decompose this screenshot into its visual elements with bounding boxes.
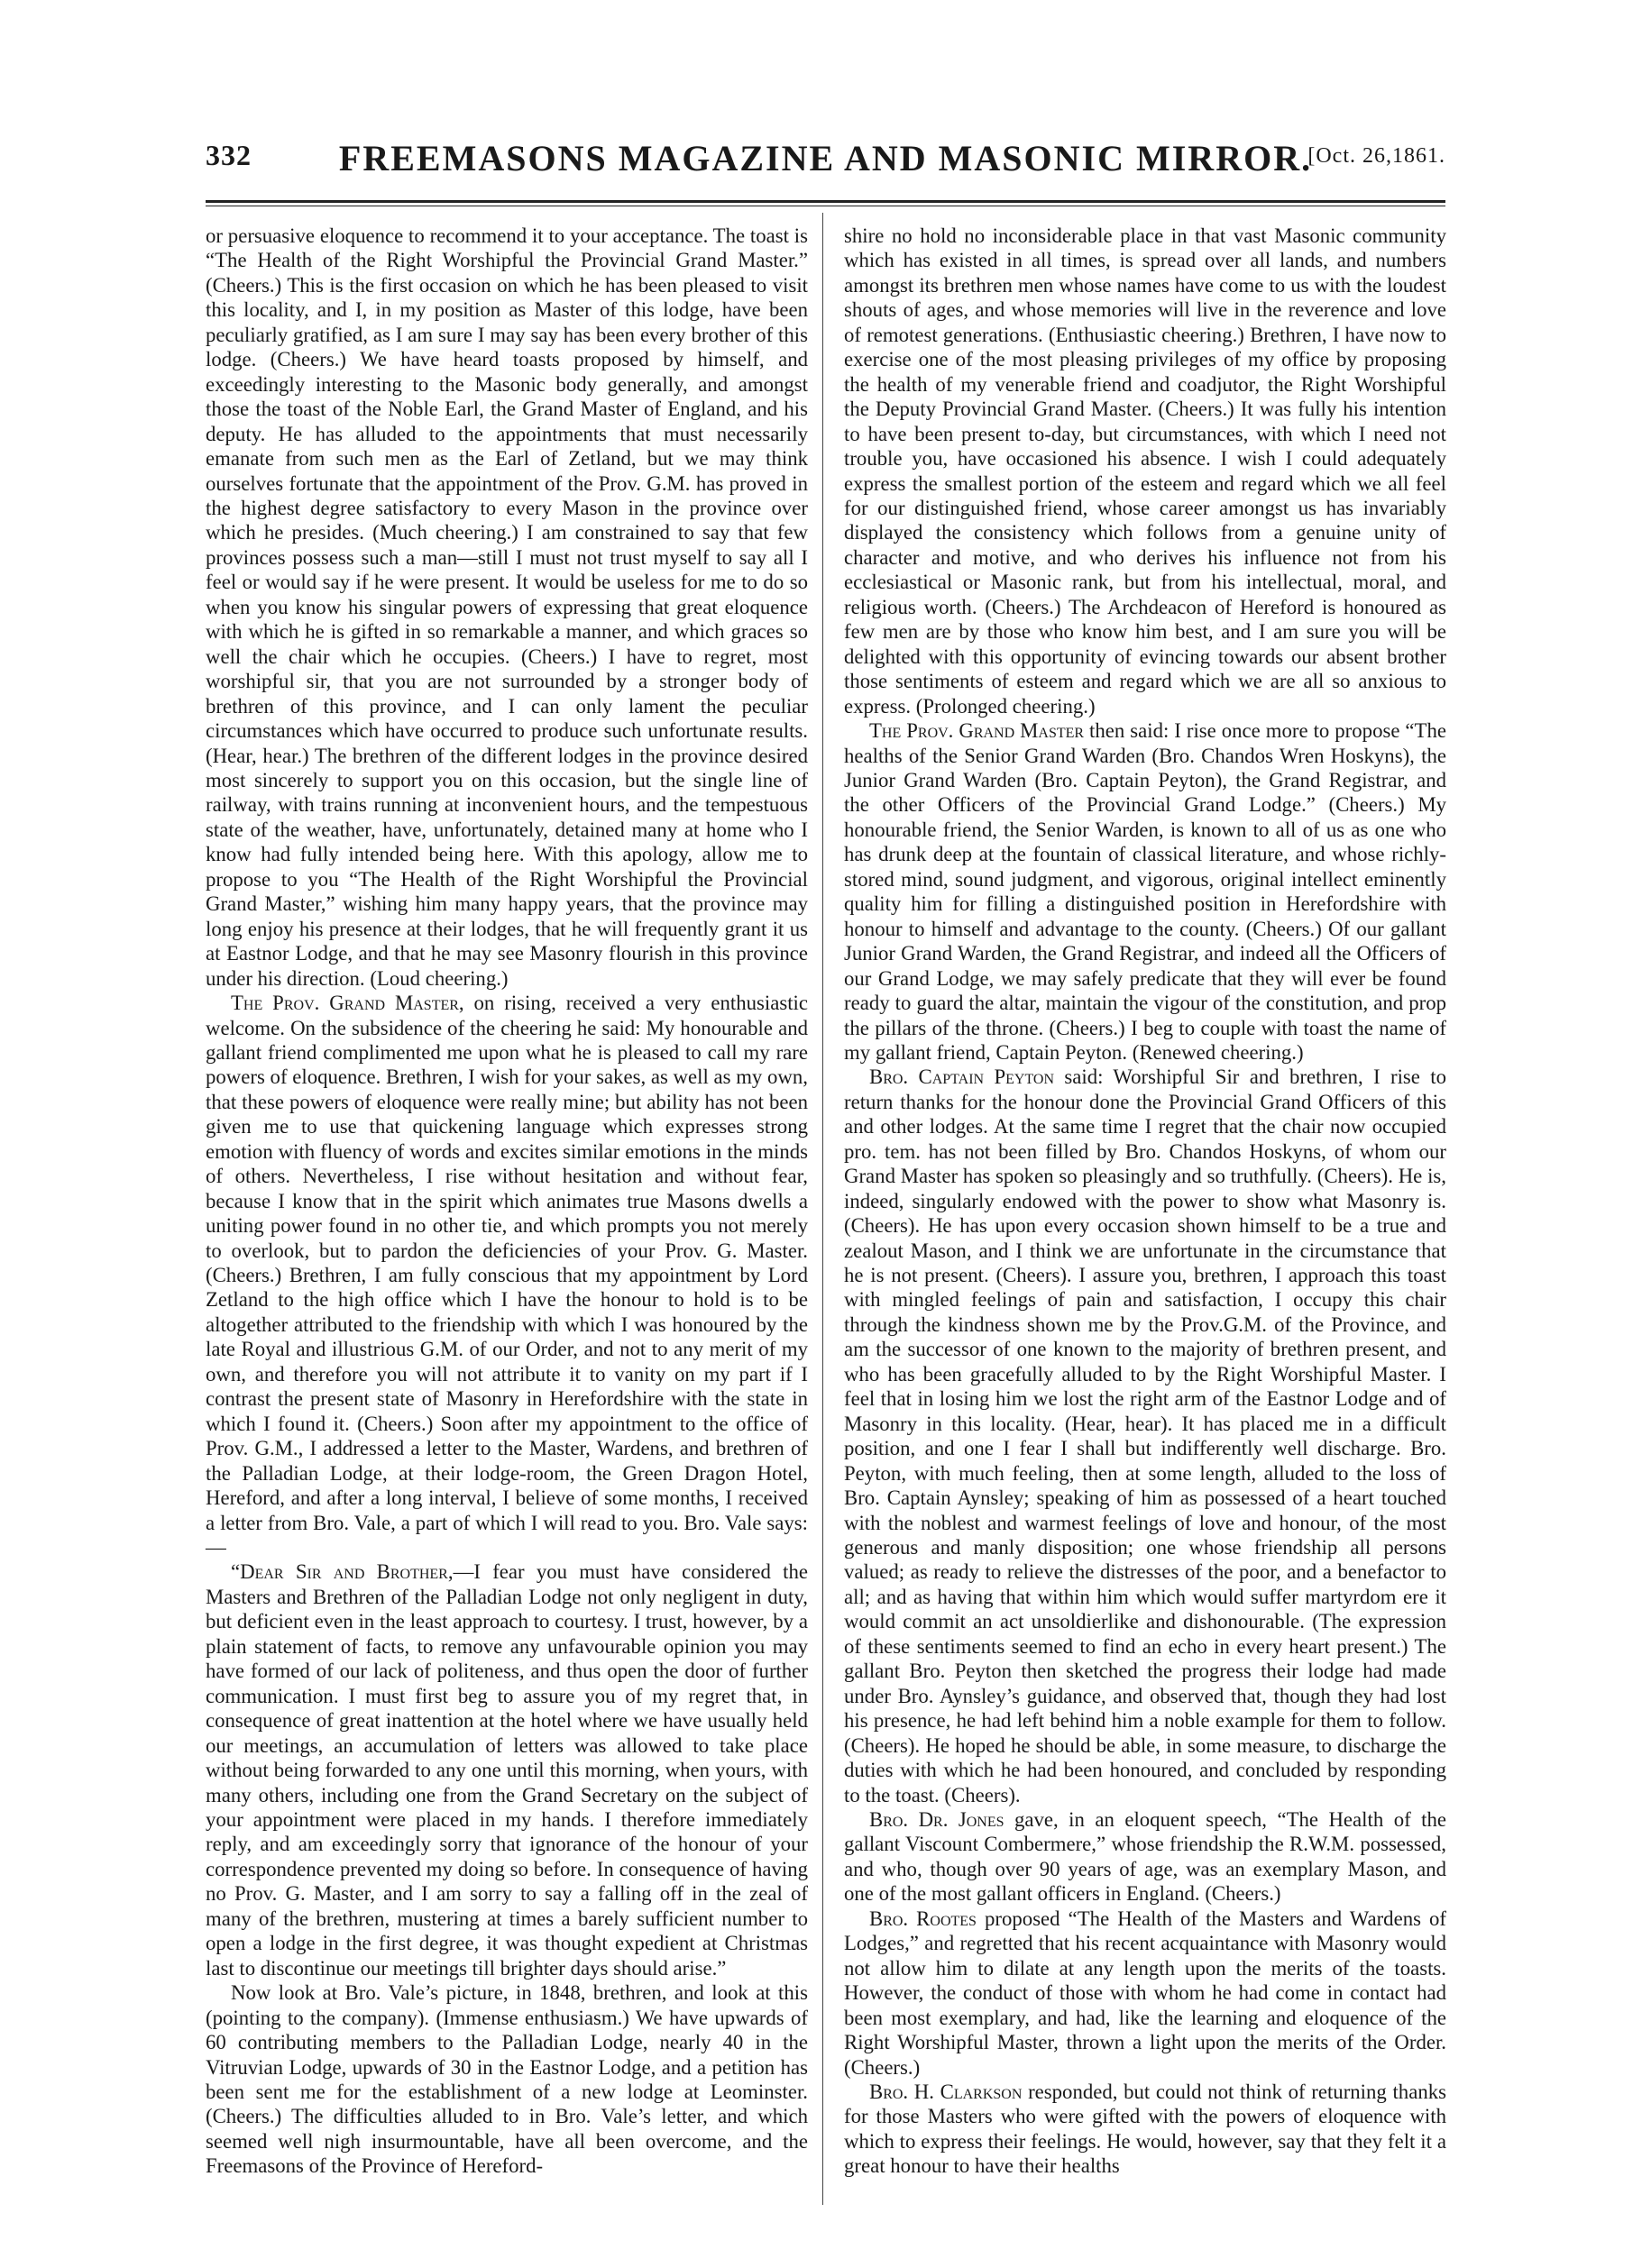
column-divider <box>822 213 823 2205</box>
speaker-name: Bro. Dr. Jones <box>869 1808 1004 1831</box>
speaker-name: Bro. Rootes <box>869 1907 977 1930</box>
paragraph-text: proposed “The Health of the Masters and Wardens of Lodges,” and regretted that his recent acquaintance with Masonry would not allow him to dilate at any length upon the merits of the toasts. However, the conduct of those with whom he had come in contact had been most exemplary, and had, like the learning and eloquence of the Right Worshipful Master, thrown a light upon the merits of the Order. (Cheers.) <box>844 1907 1447 2079</box>
right-column <box>844 224 1446 2179</box>
paragraph: or persuasive eloquence to recommend it to your acceptance. The toast is “The Health of the Right Worshipful the Provincial Grand Master.” (Cheers.) This is the first occasion on which he has been pleased to visit this locality, and I, in my position as Master of this lodge, have been peculiarly gratified, as I am sure I may say has been every brother of this lodge. (Cheers.) We have heard toasts proposed by himself, and exceedingly interesting to the Masonic body generally, and amongst those the toast of the Noble Earl, the Grand Master of England, and his deputy. He has alluded to the appointments that must necessarily emanate from such men as the Earl of Zetland, but we may think ourselves fortunate that the appointment of the Prov. G.M. has proved in the highest degree satisfactory to every Mason in the province over which he presides. (Much cheering.) I am constrained to say that few provinces possess such a man—still I must not trust myself to say all I feel or would say if he were present. It would be useless for me to do so when you know his singular powers of expressing that great eloquence with which he is gifted in so remarkable a manner, and which graces so well the chair which he occupies. (Cheers.) I have to regret, most worshipful sir, that you are not surrounded by a stronger body of brethren of this province, and I can only lament the peculiar circumstances which have occurred to produce such unfortunate results. (Hear, hear.) The brethren of the different lodges in the province desired most sincerely to support you on this occasion, but the single line of railway, with trains running at inconvenient hours, and the tempestuous state of the weather, have, unfortunately, detained many at home who I know had fully intended being here. With this apology, allow me to propose to you “The Health of the Right Worshipful the Provincial Grand Master,” wishing him many happy years, that the province may long enjoy his presence at their lodges, that he will frequently grant it us at Eastnor Lodge, and that he may see Masonry flourish in this province under his direction. (Loud cheering.) <box>206 224 808 990</box>
speaker-name: The Prov. Grand Master <box>869 719 1085 743</box>
paragraph-text: on rising, received a very enthusiastic welcome. On the subsidence of the cheering he said: My honourable and gallant friend complimented me upon what he is pleased to call my rare powers of eloquence. Brethren, I wish for your sakes, as well as my own, that these powers of eloquence were really mine; but ability has not been given me to use that quickening language which expresses strong emotion with fluency of words and excites similar emotions in the minds of others. Nevertheless, I rise without hesitation and without fear, because I know that in the spirit which animates true Masons dwells a uniting power found in no other tie, and which prompts you not merely to overlook, but to pardon the deficiencies of your Prov. G. Master. (Cheers.) Brethren, I am fully conscious that my appointment by Lord Zetland to the high office which I have the honour to hold is to be altogether attributed to the friendship with which I was honoured by the late Royal and illustrious G.M. of our Order, and not to any merit of my own, and therefore you will not attribute it to vanity on my part if I contrast the present state of Masonry in Herefordshire with the state in which I found it. (Cheers.) Soon after my appointment to the office of Prov. G.M., I addressed a letter to the Master, Wardens, and brethren of the Palladian Lodge, at their lodge-room, the Green Dragon Hotel, Hereford, and after a long interval, I believe of some months, I received a letter from Bro. Vale, a part of which I will read to you. Bro. Vale says:— <box>206 992 808 1559</box>
paragraph <box>844 1907 1446 2080</box>
speaker-name: Bro. Captain Peyton <box>869 1065 1055 1089</box>
paragraph-text: —I fear you must have considered the Masters and Brethren of the Palladian Lodge not only negligent in duty, but deficient even in the least approach to courtesy. I trust, however, by a plain statement of facts, to remove any unfavourable opinion you may have formed of our lack of politeness, and thus open the door of further communication. I must first beg to assure you of my regret that, in consequence of great inattention at the hotel where we have usually held our meetings, an accumulation of letters was allowed to take place without being forwarded to any one until this morning, when yours, with many others, including one from the Grand Secretary on the subject of your appointment were placed in my hands. I therefore immediately reply, and am exceedingly sorry that ignorance of the honour of your correspondence prevented my doing so before. In consequence of having no Prov. G. Master, and I am sorry to say a falling off in the zeal of many of the brethren, mustering at times a barely sufficient number to open a lodge in the first degree, it was thought expedient at Christmas last to discontinue our meetings till brighter days should arise.” <box>206 1560 808 1980</box>
paragraph <box>206 991 808 1559</box>
speaker-name: The Prov. Grand Master, <box>231 992 464 1015</box>
paragraph-text: responded, but could not think of returning thanks for those Masters who were gifted with the powers of eloquence with which to express their feelings. He would, however, say that they felt it a great honour to have their healths <box>844 2080 1446 2178</box>
speaker-name: Bro. H. Clarkson <box>869 2080 1023 2103</box>
paragraph-text: then said: I rise once more to propose “The healths of the Senior Grand Warden (Bro. Chandos Wren Hoskyns), the Junior Grand Warden (Bro. Captain Peyton), the Grand Registrar, and the other Officers of the Provincial Grand Lodge.” (Cheers.) My honourable friend, the Senior Warden, is known to all of us as one who has drunk deep at the fountain of classical literature, and whose richly-stored mind, sound judgment, and vigorous, original intellect eminently quality him for filling a distinguished position in Herefordshire with honour to himself and advantage to the county. (Cheers.) Of our gallant Junior Grand Warden, the Grand Registrar, and indeed all the Officers of our Grand Lodge, we may safely predicate that they will ever be found ready to guard the altar, maintain the vigour of the constitution, and prop the pillars of the throne. (Cheers.) I beg to couple with toast the name of my gallant friend, Captain Peyton. (Renewed cheering.) <box>844 719 1446 1064</box>
page-number: 332 <box>206 139 252 171</box>
masthead-title: FREEMASONS MAGAZINE AND MASONIC MIRROR. <box>338 138 1313 178</box>
page-header <box>206 137 1445 182</box>
paragraph-text: gave, in an eloquent speech, “The Health of the gallant Viscount Combermere,” whose friendship the R.W.M. possessed, and who, though over 90 years of age, was an exemplary Mason, and one of the most gallant officers in England. (Cheers.) <box>844 1808 1446 1906</box>
letter-salutation: “Dear Sir and Brother, <box>231 1560 454 1584</box>
paragraph-text: said: Worshipful Sir and brethren, I rise to return thanks for the honour done the Provincial Grand Officers of this and other lodges. At the same time I regret that the chair now occupied pro. tem. has not been filled by Bro. Chandos Hoskyns, of whom our Grand Master has spoken so pleasingly and so truthfully. (Cheers). He is, indeed, singularly endowed with the power to show what Masonry is. (Cheers). He has upon every occasion shown himself to be a true and zealout Mason, and I think we are unfortunate in the circumstance that he is not present. (Cheers). I assure you, brethren, I approach this toast with mingled feelings of pain and satisfaction, I occupy this chair through the kindness shown me by the Prov.G.M. of the Province, and am the successor of one known to the majority of brethren present, and who has been gracefully alluded to by the Right Worshipful Master. I feel that in losing him we lost the right arm of the Eastnor Lodge and of Masonry in this locality. (Hear, hear). It has placed me in a difficult position, and one I fear I shall but indifferently well discharge. Bro. Peyton, with much feeling, then at some length, alluded to the loss of Bro. Captain Aynsley; speaking of him as possessed of a heart touched with the noblest and warmest feelings of love and honour, of the most generous and manly disposition; one whose friendship all persons valued; as ready to relieve the distresses of the poor, and a benefactor to all; and as having that within him which would suffer martyrdom ere it would commit an act unsoldierlike and dishonourable. (The expression of these sentiments seemed to find an echo in every heart present.) The gallant Bro. Peyton then sketched the progress their lodge had made under Bro. Aynsley’s guidance, and observed that, though they had lost his presence, he had left behind him a noble example for them to follow. (Cheers). He hoped he should be able, in some measure, to discharge the duties with which he had been honoured, and concluded by responding to the toast. (Cheers). <box>844 1065 1446 1806</box>
paragraph: shire no hold no inconsiderable place in that vast Masonic community which has existed in all times, is spread over all lands, and numbers amongst its brethren men whose names have come to us with the loudest shouts of ages, and whose memories will live in the reverence and love of remotest generations. (Enthusiastic cheering.) Brethren, I have now to exercise one of the most pleasing privileges of my office by proposing the health of my venerable friend and coadjutor, the Right Worshipful the Deputy Provincial Grand Master. (Cheers.) It was fully his intention to have been present to-day, but circumstances, with which I need not trouble you, have occasioned his absence. I wish I could adequately express the smallest portion of the esteem and regard which we all feel for our distinguished friend, whose career amongst us has invariably displayed the consistency which follows from a genuine unity of character and motive, and who derives his influence not from his ecclesiastical or Masonic rank, but from his intellectual, moral, and religious worth. (Cheers.) The Archdeacon of Hereford is honoured as few men are by those who know him best, and I am sure you will be delighted with this opportunity of evincing towards our absent brother those sentiments of esteem and regard which we are all so anxious to express. (Prolonged cheering.) <box>844 224 1446 718</box>
paragraph <box>844 1807 1446 1907</box>
paragraph: Now look at Bro. Vale’s picture, in 1848, brethren, and look at this (pointing to the company). (Immense enthusiasm.) We have upwards of 60 contributing members to the Palladian Lodge, nearly 40 in the Vitruvian Lodge, upwards of 30 in the Eastnor Lodge, and a petition has been sent me for the establishment of a new lodge at Leominster. (Cheers.) The difficulties alluded to in Bro. Vale’s letter, and which seemed well nigh insurmountable, have all been overcome, and the Freemasons of the Province of Hereford- <box>206 1981 808 2178</box>
left-column <box>206 224 808 2179</box>
paragraph <box>844 1065 1446 1807</box>
paragraph <box>844 718 1446 1065</box>
paragraph <box>844 2080 1446 2179</box>
issue-date: [Oct. 26,1861. <box>1307 144 1445 168</box>
paragraph <box>206 1559 808 1980</box>
header-rule <box>206 200 1445 203</box>
